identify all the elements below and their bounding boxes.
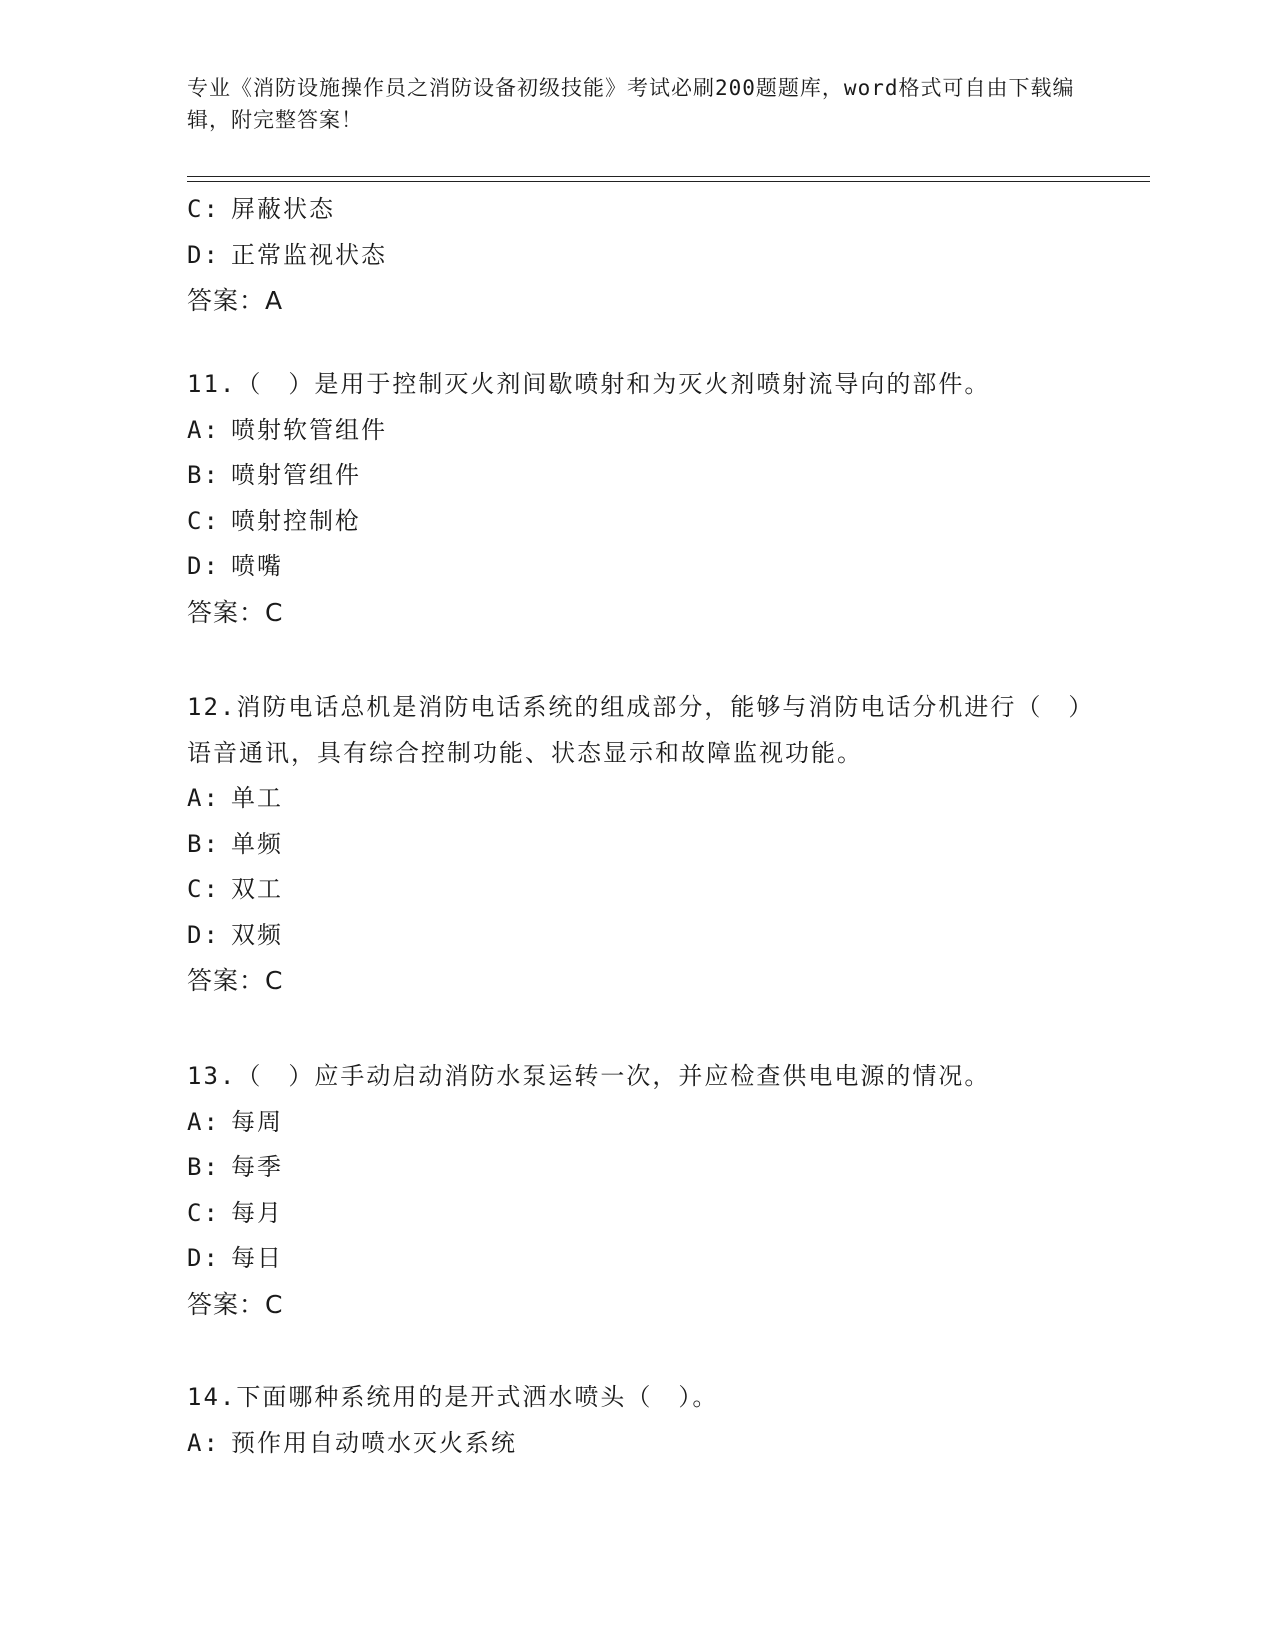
option-letter: D: xyxy=(187,552,220,580)
document-header xyxy=(187,72,1087,136)
question-14 xyxy=(187,1375,1087,1466)
option-d xyxy=(187,233,1087,279)
answer-line: 答案：C xyxy=(187,597,284,627)
option-letter: D: xyxy=(187,920,220,949)
option-a xyxy=(187,1421,1087,1467)
option-text: 双工 xyxy=(231,875,283,903)
question-text: 14.下面哪种系统用的是开式洒水喷头（ ）。 xyxy=(187,1383,719,1411)
header-divider-bottom xyxy=(187,181,1150,182)
option-letter: D: xyxy=(187,1244,220,1272)
option-text: 双频 xyxy=(231,920,283,949)
option-text: 每季 xyxy=(231,1153,283,1181)
option-text: 正常监视状态 xyxy=(231,240,387,269)
option-letter: C: xyxy=(187,506,220,535)
question-13 xyxy=(187,1054,1087,1327)
option-letter: A: xyxy=(187,1428,220,1457)
option-text: 每周 xyxy=(231,1107,283,1136)
question-10-tail xyxy=(187,187,1087,324)
option-d xyxy=(187,544,1087,590)
option-text: 单频 xyxy=(231,829,283,858)
option-c xyxy=(187,187,1087,233)
option-a xyxy=(187,408,1087,454)
option-letter: C: xyxy=(187,195,220,223)
header-title: 专业《消防设施操作员之消防设备初级技能》考试必刷200题题库，word格式可自由下载编辑，附完整答案！ xyxy=(187,76,1075,132)
option-a xyxy=(187,776,1087,822)
option-d xyxy=(187,913,1087,959)
option-text: 屏蔽状态 xyxy=(231,195,335,223)
option-b xyxy=(187,1145,1087,1191)
option-b xyxy=(187,453,1087,499)
option-text: 喷射软管组件 xyxy=(231,415,387,444)
option-b xyxy=(187,822,1087,868)
option-text: 每月 xyxy=(231,1198,283,1227)
option-letter: C: xyxy=(187,875,220,903)
option-letter: B: xyxy=(187,461,220,489)
option-c xyxy=(187,867,1087,913)
answer-line: 答案：C xyxy=(187,1289,284,1319)
question-11 xyxy=(187,362,1087,635)
option-letter: A: xyxy=(187,415,220,444)
option-letter: C: xyxy=(187,1198,220,1227)
option-a xyxy=(187,1100,1087,1146)
option-text: 单工 xyxy=(231,784,283,812)
option-text: 喷射管组件 xyxy=(231,461,361,489)
option-text: 预作用自动喷水灭火系统 xyxy=(231,1428,517,1457)
option-letter: A: xyxy=(187,1107,220,1136)
answer-line: 答案：C xyxy=(187,966,284,995)
question-text: 13.（ ）应手动启动消防水泵运转一次，并应检查供电电源的情况。 xyxy=(187,1062,991,1090)
option-letter: B: xyxy=(187,1153,220,1181)
answer-line: 答案：A xyxy=(187,286,284,315)
option-text: 喷嘴 xyxy=(231,552,283,580)
header-divider-top xyxy=(187,176,1150,177)
option-letter: D: xyxy=(187,240,220,269)
question-12 xyxy=(187,685,1087,1004)
option-c xyxy=(187,499,1087,545)
option-c xyxy=(187,1191,1087,1237)
option-text: 喷射控制枪 xyxy=(231,506,361,535)
option-letter: B: xyxy=(187,829,220,858)
option-letter: A: xyxy=(187,784,220,812)
option-d xyxy=(187,1236,1087,1282)
option-text: 每日 xyxy=(231,1244,283,1272)
question-text: 12.消防电话总机是消防电话系统的组成部分，能够与消防电话分机进行（ ）语音通讯，具有综合控制功能、状态显示和故障监视功能。 xyxy=(187,693,1083,767)
question-text: 11.（ ）是用于控制灭火剂间歇喷射和为灭火剂喷射流导向的部件。 xyxy=(187,370,991,398)
